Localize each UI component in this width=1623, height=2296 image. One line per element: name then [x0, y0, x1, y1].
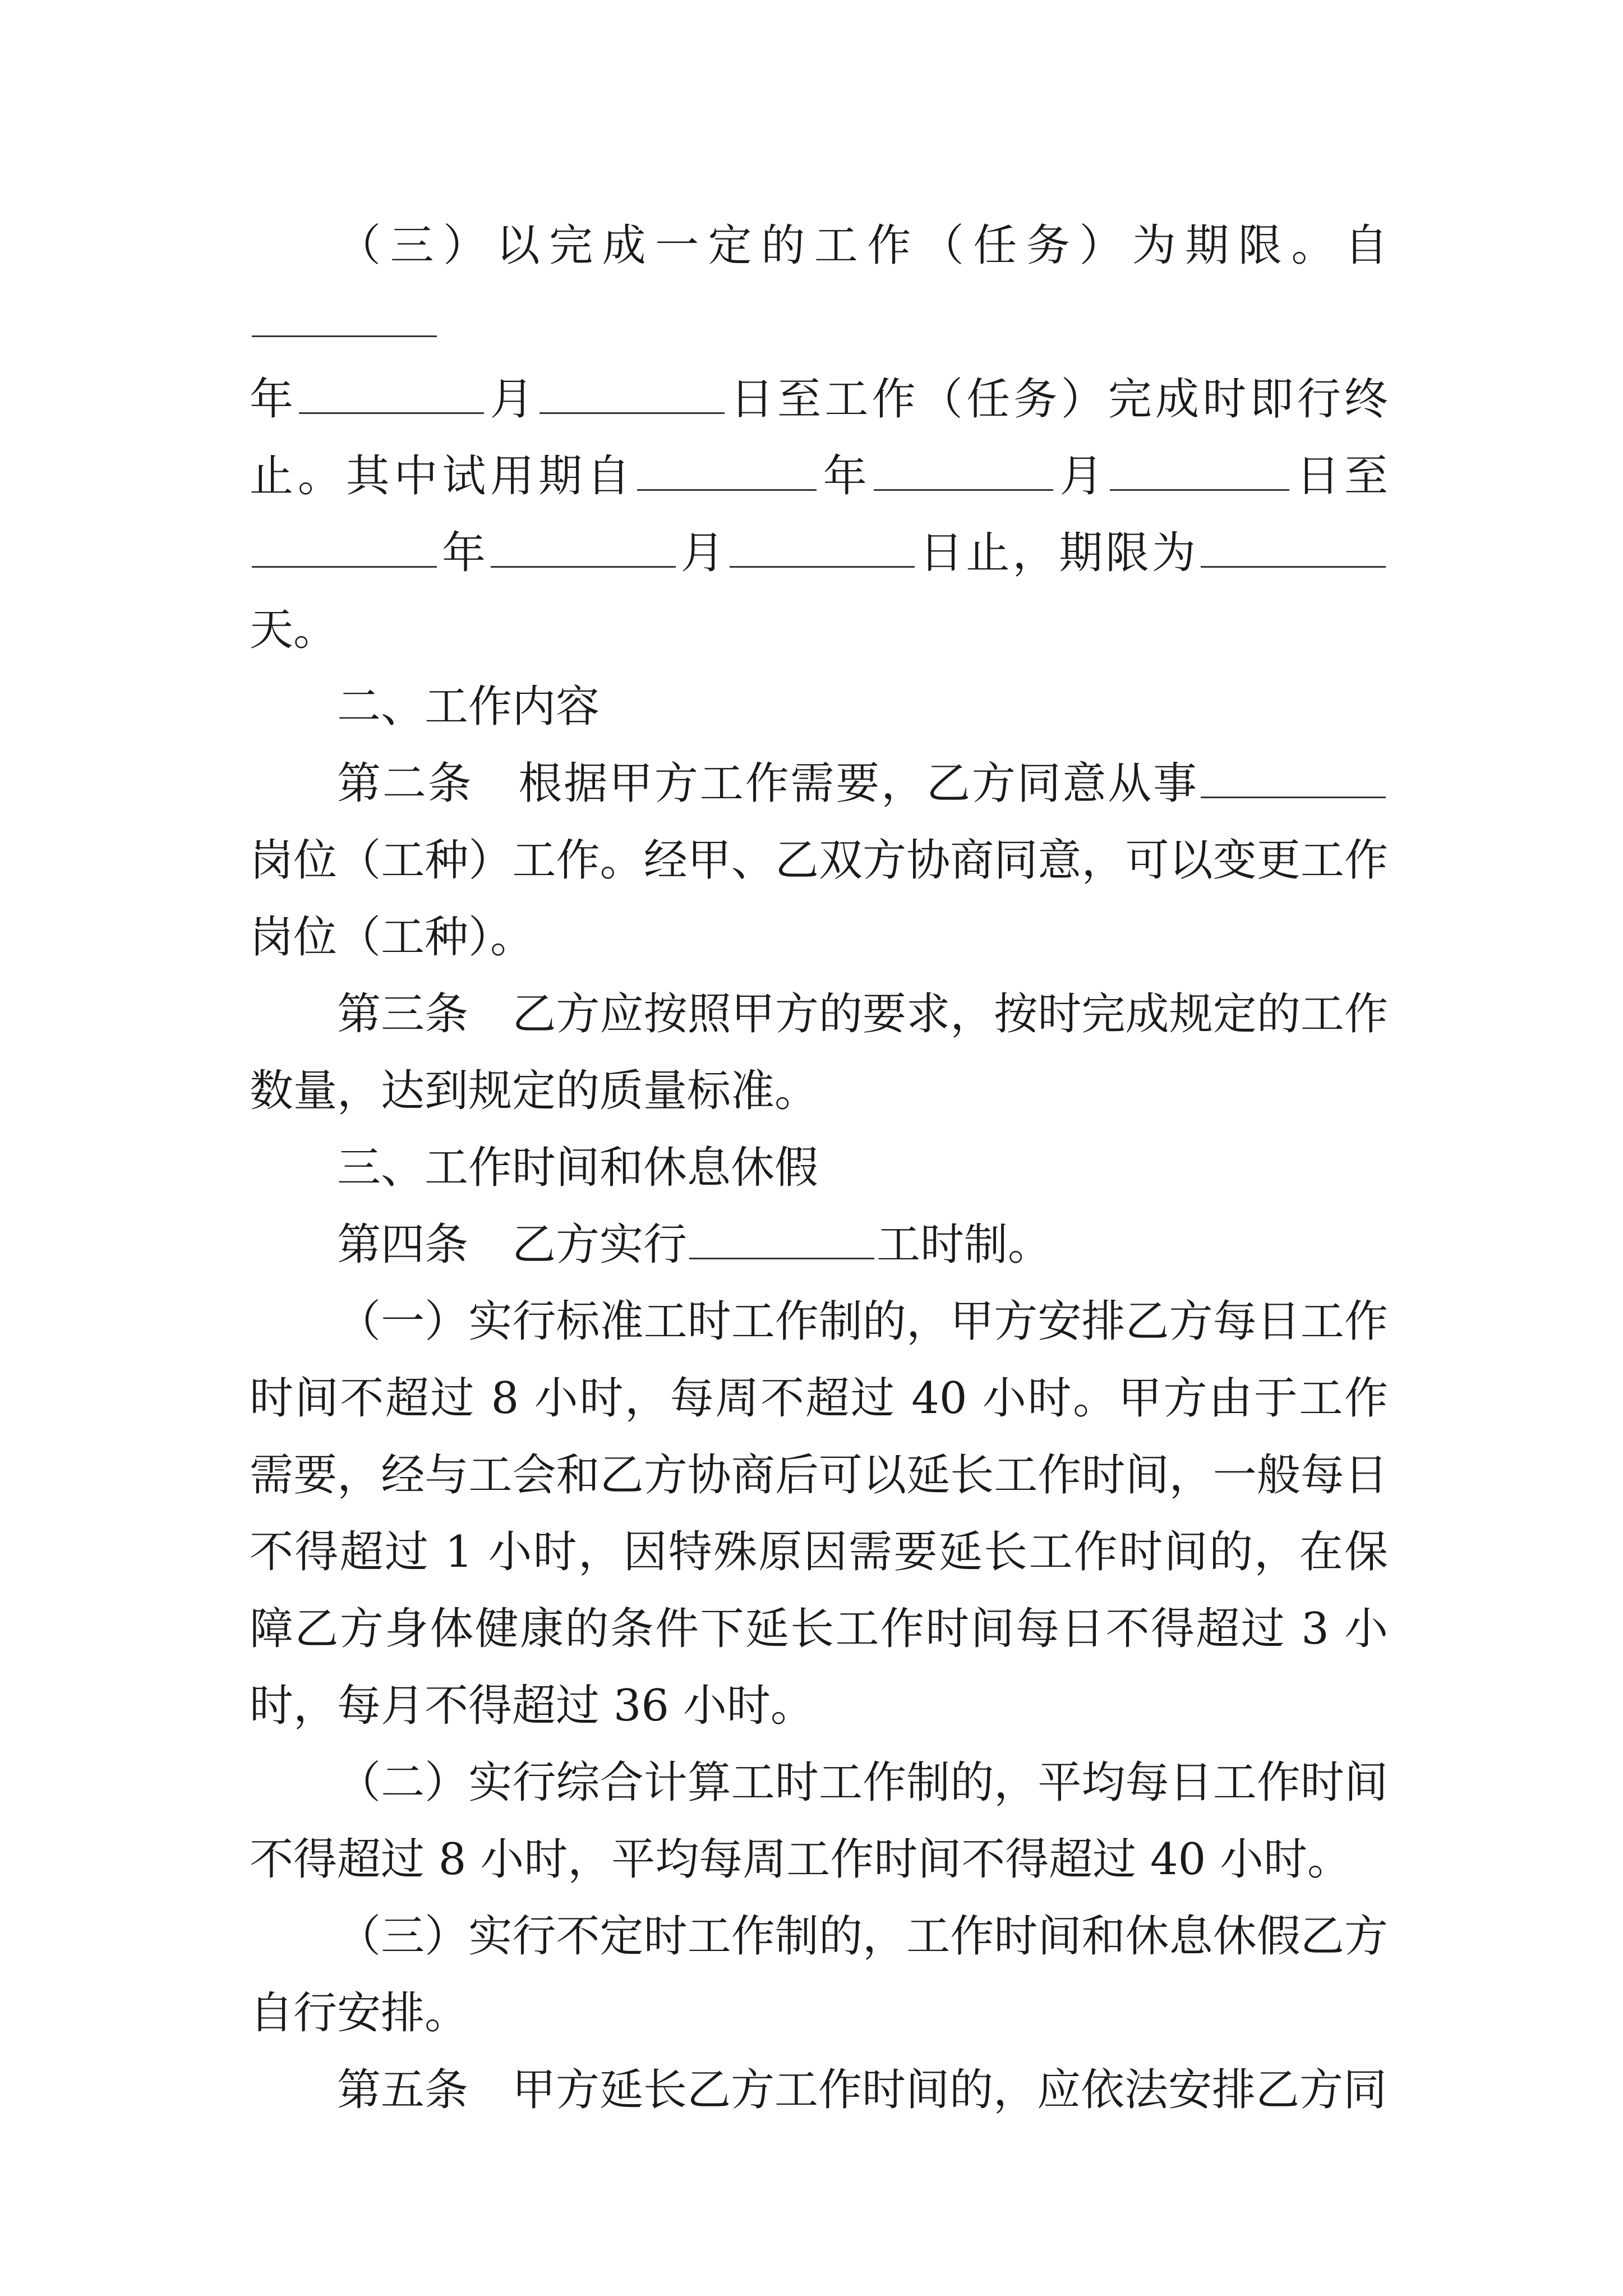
blank-line[interactable]: [252, 294, 437, 337]
clause-text: 年: [250, 374, 297, 425]
clause-text: 日至: [1292, 451, 1388, 501]
blank-line[interactable]: [540, 371, 725, 414]
clause-text: 工时制。: [877, 1220, 1052, 1270]
blank-line[interactable]: [1110, 448, 1289, 491]
article-4: [250, 1207, 1388, 1283]
blank-line[interactable]: [1201, 755, 1386, 798]
article-5: 第五条 甲方延长乙方工作时间的，应依法安排乙方同: [337, 2065, 1387, 2115]
contract-body: [250, 208, 1388, 2129]
clause-text: 月: [1055, 451, 1108, 501]
blank-line[interactable]: [689, 1216, 874, 1259]
clause-text: 第二条 根据甲方工作需要，乙方同意从事: [337, 758, 1198, 809]
blank-line[interactable]: [637, 448, 817, 491]
article-2: [250, 746, 1388, 976]
section-heading: 二、工作内容: [337, 682, 600, 732]
blank-line[interactable]: [299, 371, 484, 414]
blank-line[interactable]: [730, 524, 915, 568]
blank-line[interactable]: [874, 448, 1053, 491]
clause-text: 天。: [250, 605, 338, 655]
blank-line[interactable]: [1201, 524, 1386, 568]
clause-text: 年: [439, 528, 488, 578]
clause-flexible-hours: （三）实行不定时工作制的，工作时间和休息休假乙方自行安排。: [250, 1911, 1388, 2039]
clause-text: （三）以完成一定的工作（任务）为期限。自: [337, 220, 1388, 271]
clause-standard-hours: （一）实行标准工时工作制的，甲方安排乙方每日工作时间不超过 8 小时，每周不超过 40 小时。甲方由于工作需要，经与工会和乙方协商后可以延长工作时间，一般每日不得超过 1 小时，因特殊原因需要延长工作时间的，在保障乙方身体健康的条件下延长工作时间每日不得超过 3 小时，每月不得超过 36 小时。: [250, 1296, 1388, 1731]
clause-text: 日至工作（任务）完成时即行终止。其中试用期自: [250, 374, 1388, 501]
clause-text: 月: [677, 528, 727, 578]
clause-comprehensive-hours: （二）实行综合计算工时工作制的，平均每日工作时间不得超过 8 小时，平均每周工作时间不得超过 40 小时。: [250, 1757, 1388, 1885]
section-heading: 三、工作时间和休息休假: [337, 1143, 819, 1193]
clause-term-task: [250, 208, 1388, 669]
clause-text: 岗位（工种）工作。经甲、乙双方协商同意，可以变更工作岗位（工种）。: [250, 835, 1388, 963]
clause-text: 第四条 乙方实行: [337, 1220, 688, 1270]
article-3: 第三条 乙方应按照甲方的要求，按时完成规定的工作数量，达到规定的质量标准。: [250, 989, 1388, 1116]
clause-text: 年: [818, 451, 872, 501]
clause-text: 月: [486, 374, 537, 425]
blank-line[interactable]: [491, 524, 676, 568]
blank-line[interactable]: [252, 524, 437, 568]
clause-text: 日止，期限为: [916, 528, 1198, 578]
